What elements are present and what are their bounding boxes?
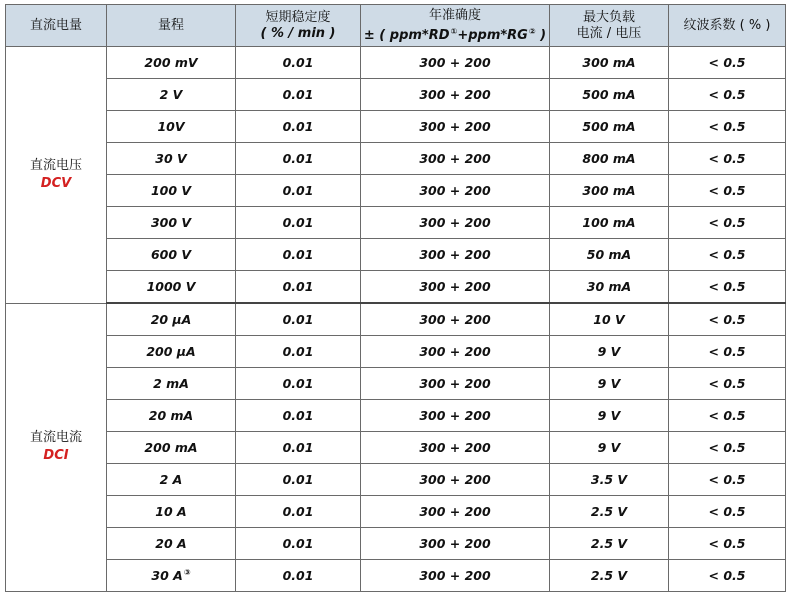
accuracy-cell — [361, 560, 550, 592]
accuracy-value: 300 + 200 — [419, 151, 491, 166]
range-cell — [107, 143, 236, 175]
max-load-value: 9 V — [597, 440, 621, 455]
table-row — [6, 464, 786, 496]
ripple-cell — [669, 143, 786, 175]
max-load-cell — [550, 175, 669, 207]
stability-cell — [236, 239, 361, 271]
stability-value: 0.01 — [282, 87, 314, 102]
table-row — [6, 47, 786, 79]
header-stability-title: 短期稳定度 — [265, 9, 331, 25]
header-ripple: 纹波系数 ( % ) — [669, 5, 786, 47]
ripple-value: < 0.5 — [708, 536, 746, 551]
range-value: 10V — [157, 119, 185, 134]
max-load-cell — [550, 336, 669, 368]
ripple-cell — [669, 400, 786, 432]
range-value: 10 A — [155, 504, 187, 519]
range-value: 20 mA — [148, 408, 194, 423]
range-value: 2 A — [159, 472, 183, 487]
max-load-value: 9 V — [597, 376, 621, 391]
ripple-value: < 0.5 — [708, 312, 746, 327]
ripple-value: < 0.5 — [708, 279, 746, 294]
table-row — [6, 143, 786, 175]
table-row — [6, 79, 786, 111]
accuracy-value: 300 + 200 — [419, 504, 491, 519]
accuracy-value: 300 + 200 — [419, 312, 491, 327]
accuracy-value: 300 + 200 — [419, 87, 491, 102]
range-value: 600 V — [150, 247, 192, 262]
ripple-value: < 0.5 — [708, 151, 746, 166]
max-load-value: 500 mA — [582, 119, 636, 134]
max-load-value: 2.5 V — [590, 568, 628, 583]
accuracy-cell — [361, 528, 550, 560]
ripple-cell — [669, 239, 786, 271]
max-load-cell — [550, 239, 669, 271]
stability-cell — [236, 400, 361, 432]
accuracy-cell — [361, 368, 550, 400]
table-row — [6, 175, 786, 207]
range-value: 1000 V — [146, 279, 196, 294]
accuracy-cell — [361, 47, 550, 79]
max-load-cell — [550, 368, 669, 400]
range-value: 20 A — [155, 536, 187, 551]
accuracy-cell — [361, 336, 550, 368]
ripple-value: < 0.5 — [708, 215, 746, 230]
max-load-value: 2.5 V — [590, 504, 628, 519]
category-cell — [6, 47, 107, 304]
table-row — [6, 528, 786, 560]
accuracy-cell — [361, 207, 550, 239]
accuracy-value: 300 + 200 — [419, 344, 491, 359]
max-load-cell — [550, 79, 669, 111]
accuracy-cell — [361, 400, 550, 432]
range-value: 100 V — [150, 183, 192, 198]
stability-value: 0.01 — [282, 472, 314, 487]
table-row — [6, 207, 786, 239]
max-load-cell — [550, 400, 669, 432]
stability-cell — [236, 432, 361, 464]
max-load-cell — [550, 143, 669, 175]
max-load-value: 3.5 V — [590, 472, 628, 487]
accuracy-cell — [361, 239, 550, 271]
range-value: 200 μA — [146, 344, 196, 359]
range-cell — [107, 271, 236, 304]
header-load-subtitle: 电流 / 电压 — [576, 25, 642, 41]
formula-suffix: ) — [535, 27, 547, 43]
ripple-cell — [669, 336, 786, 368]
accuracy-cell — [361, 303, 550, 336]
stability-cell — [236, 175, 361, 207]
stability-value: 0.01 — [282, 344, 314, 359]
header-annual-accuracy — [361, 5, 550, 47]
accuracy-cell — [361, 175, 550, 207]
table-row — [6, 239, 786, 271]
stability-value: 0.01 — [282, 376, 314, 391]
accuracy-cell — [361, 432, 550, 464]
range-cell — [107, 175, 236, 207]
max-load-cell — [550, 496, 669, 528]
max-load-value: 500 mA — [582, 87, 636, 102]
ripple-cell — [669, 560, 786, 592]
stability-value: 0.01 — [282, 408, 314, 423]
table-row — [6, 303, 786, 336]
table-row — [6, 560, 786, 592]
stability-value: 0.01 — [282, 55, 314, 70]
range-cell — [107, 47, 236, 79]
stability-value: 0.01 — [282, 568, 314, 583]
ripple-cell — [669, 432, 786, 464]
max-load-value: 9 V — [597, 344, 621, 359]
range-cell — [107, 239, 236, 271]
ripple-value: < 0.5 — [708, 568, 746, 583]
accuracy-value: 300 + 200 — [419, 55, 491, 70]
range-cell — [107, 207, 236, 239]
stability-value: 0.01 — [282, 312, 314, 327]
max-load-value: 800 mA — [582, 151, 636, 166]
range-cell — [107, 432, 236, 464]
stability-cell — [236, 528, 361, 560]
range-value: 2 V — [159, 87, 183, 102]
stability-cell — [236, 464, 361, 496]
range-cell — [107, 368, 236, 400]
formula-mid: +ppm*RG — [457, 27, 528, 43]
category-code: DCI — [43, 448, 69, 464]
accuracy-value: 300 + 200 — [419, 472, 491, 487]
ripple-cell — [669, 111, 786, 143]
stability-cell — [236, 47, 361, 79]
stability-cell — [236, 111, 361, 143]
range-cell — [107, 560, 236, 592]
max-load-cell — [550, 432, 669, 464]
stability-cell — [236, 496, 361, 528]
stability-value: 0.01 — [282, 215, 314, 230]
max-load-value: 9 V — [597, 408, 621, 423]
stability-cell — [236, 143, 361, 175]
ripple-cell — [669, 464, 786, 496]
stability-cell — [236, 271, 361, 304]
stability-cell — [236, 207, 361, 239]
accuracy-value: 300 + 200 — [419, 215, 491, 230]
category-label: 直流电压 — [29, 157, 82, 173]
table-row — [6, 400, 786, 432]
ripple-value: < 0.5 — [708, 247, 746, 262]
accuracy-cell — [361, 143, 550, 175]
stability-value: 0.01 — [282, 183, 314, 198]
ripple-cell — [669, 79, 786, 111]
footnote-mark-2: ② — [528, 26, 536, 36]
stability-value: 0.01 — [282, 119, 314, 134]
ripple-value: < 0.5 — [708, 87, 746, 102]
accuracy-cell — [361, 496, 550, 528]
stability-cell — [236, 79, 361, 111]
accuracy-value: 300 + 200 — [419, 568, 491, 583]
accuracy-value: 300 + 200 — [419, 279, 491, 294]
table-row — [6, 271, 786, 304]
header-stability-unit: ( % / min ) — [260, 25, 336, 41]
accuracy-value: 300 + 200 — [419, 119, 491, 134]
range-cell — [107, 496, 236, 528]
ripple-value: < 0.5 — [708, 119, 746, 134]
ripple-value: < 0.5 — [708, 472, 746, 487]
stability-value: 0.01 — [282, 504, 314, 519]
ripple-value: < 0.5 — [708, 376, 746, 391]
stability-cell — [236, 336, 361, 368]
max-load-value: 300 mA — [582, 55, 636, 70]
range-value: 30 V — [155, 151, 187, 166]
max-load-cell — [550, 207, 669, 239]
max-load-value: 30 mA — [586, 279, 632, 294]
max-load-cell — [550, 111, 669, 143]
range-cell — [107, 111, 236, 143]
header-load-title: 最大负载 — [582, 9, 635, 25]
stability-cell — [236, 303, 361, 336]
range-value: 30 A — [151, 568, 183, 583]
accuracy-cell — [361, 79, 550, 111]
ripple-value: < 0.5 — [708, 183, 746, 198]
range-value: 2 mA — [153, 376, 189, 391]
max-load-cell — [550, 464, 669, 496]
spec-table — [5, 4, 786, 592]
accuracy-value: 300 + 200 — [419, 408, 491, 423]
footnote-mark-1: ① — [450, 26, 458, 36]
ripple-value: < 0.5 — [708, 504, 746, 519]
stability-value: 0.01 — [282, 151, 314, 166]
header-max-load — [550, 5, 669, 47]
ripple-cell — [669, 528, 786, 560]
max-load-cell — [550, 303, 669, 336]
header-short-term-stability — [236, 5, 361, 47]
formula-prefix: ± ( ppm*RD — [363, 27, 450, 43]
header-accuracy-title: 年准确度 — [428, 7, 481, 23]
ripple-cell — [669, 175, 786, 207]
accuracy-value: 300 + 200 — [419, 536, 491, 551]
accuracy-cell — [361, 111, 550, 143]
range-cell — [107, 336, 236, 368]
range-value: 300 V — [150, 215, 192, 230]
category-label: 直流电流 — [29, 430, 82, 446]
accuracy-value: 300 + 200 — [419, 440, 491, 455]
max-load-value: 300 mA — [582, 183, 636, 198]
ripple-cell — [669, 368, 786, 400]
header-accuracy-formula — [361, 24, 549, 44]
table-row — [6, 336, 786, 368]
stability-value: 0.01 — [282, 440, 314, 455]
stability-value: 0.01 — [282, 536, 314, 551]
category-code: DCV — [40, 175, 72, 191]
table-row — [6, 111, 786, 143]
ripple-cell — [669, 207, 786, 239]
max-load-value: 2.5 V — [590, 536, 628, 551]
stability-cell — [236, 368, 361, 400]
max-load-cell — [550, 47, 669, 79]
range-cell — [107, 79, 236, 111]
range-value: 200 mV — [144, 55, 198, 70]
ripple-cell — [669, 271, 786, 304]
header-row — [6, 5, 786, 47]
table-row — [6, 496, 786, 528]
table-row — [6, 432, 786, 464]
accuracy-cell — [361, 271, 550, 304]
range-cell — [107, 464, 236, 496]
stability-value: 0.01 — [282, 279, 314, 294]
accuracy-value: 300 + 200 — [419, 376, 491, 391]
stability-cell — [236, 560, 361, 592]
max-load-cell — [550, 271, 669, 304]
range-cell — [107, 400, 236, 432]
header-range: 量程 — [107, 5, 236, 47]
range-cell — [107, 303, 236, 336]
ripple-cell — [669, 303, 786, 336]
max-load-value: 50 mA — [586, 247, 632, 262]
accuracy-value: 300 + 200 — [419, 183, 491, 198]
table-row — [6, 368, 786, 400]
ripple-value: < 0.5 — [708, 440, 746, 455]
ripple-cell — [669, 496, 786, 528]
header-dc-quantity: 直流电量 — [6, 5, 107, 47]
ripple-value: < 0.5 — [708, 408, 746, 423]
max-load-value: 10 V — [593, 312, 625, 327]
stability-value: 0.01 — [282, 247, 314, 262]
range-value: 200 mA — [144, 440, 198, 455]
accuracy-value: 300 + 200 — [419, 247, 491, 262]
ripple-value: < 0.5 — [708, 344, 746, 359]
ripple-cell — [669, 47, 786, 79]
max-load-value: 100 mA — [582, 215, 636, 230]
ripple-value: < 0.5 — [708, 55, 746, 70]
footnote-mark-3: ③ — [183, 568, 191, 577]
range-value: 20 μA — [150, 312, 192, 327]
range-cell — [107, 528, 236, 560]
accuracy-cell — [361, 464, 550, 496]
max-load-cell — [550, 560, 669, 592]
category-cell — [6, 303, 107, 592]
max-load-cell — [550, 528, 669, 560]
